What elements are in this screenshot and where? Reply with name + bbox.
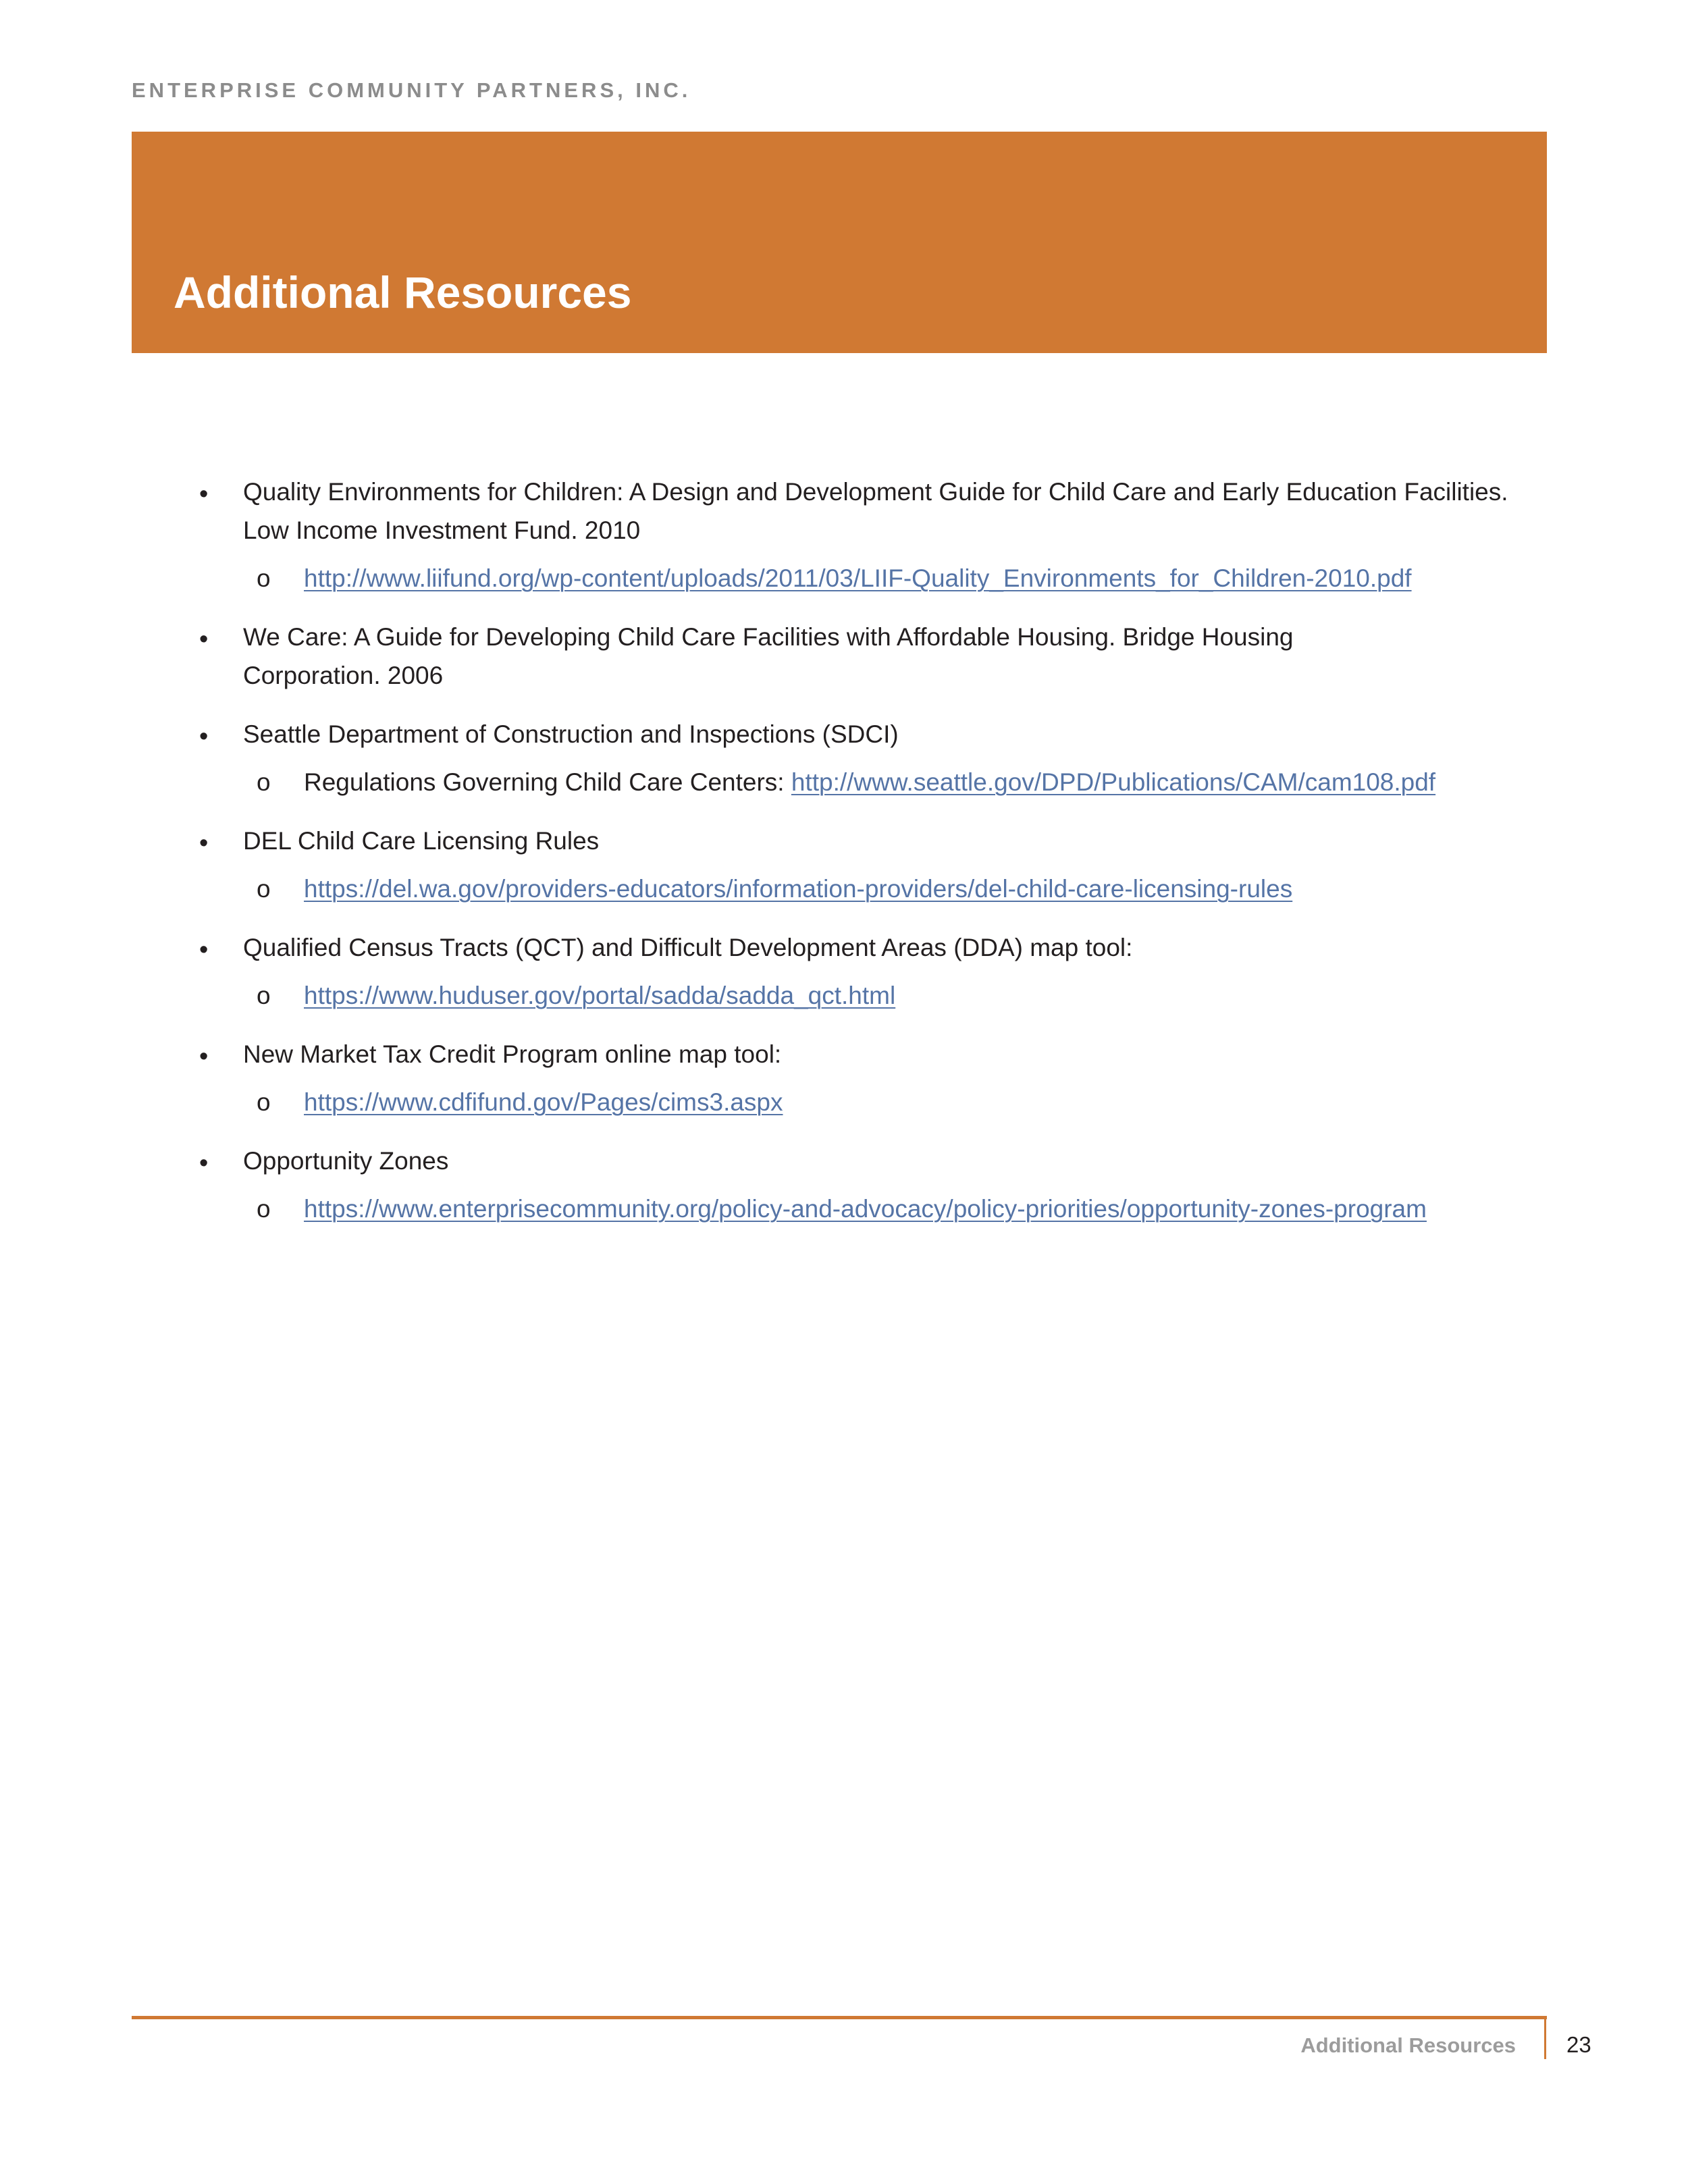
resource-link-prefix: Regulations Governing Child Care Centers:	[304, 768, 791, 796]
sub-marker: o	[257, 1088, 271, 1116]
resource-item	[196, 715, 1546, 801]
resource-subitem	[257, 870, 1546, 908]
page-title: Additional Resources	[174, 267, 632, 317]
resource-title: Opportunity Zones	[243, 1147, 449, 1175]
resource-title: We Care: A Guide for Developing Child Care Facilities with Affordable Housing. Bridge Housing Corporation. 2006	[243, 623, 1294, 689]
resource-sublist	[243, 1190, 1546, 1228]
resource-title: DEL Child Care Licensing Rules	[243, 827, 600, 855]
resource-title: Quality Environments for Children: A Design and Development Guide for Child Care and Early Education Facilities. Low Income Investment Fund. 2010	[243, 478, 1508, 544]
sub-marker: o	[257, 564, 271, 592]
resource-subitem	[257, 763, 1546, 801]
title-banner	[132, 132, 1547, 353]
resource-item	[196, 928, 1546, 1015]
page-number: 23	[1566, 2032, 1591, 2057]
resource-item	[196, 1142, 1546, 1228]
resource-sublist	[243, 870, 1546, 908]
sub-marker: o	[257, 768, 271, 796]
bullet-marker: •	[199, 1042, 209, 1071]
resource-subitem	[257, 1190, 1546, 1228]
bullet-marker: •	[199, 1149, 209, 1177]
bullet-marker: •	[199, 480, 209, 508]
resource-subitem	[257, 559, 1546, 597]
footer-divider	[1544, 2019, 1546, 2059]
resource-list	[196, 473, 1546, 1248]
resource-link[interactable]: https://www.huduser.gov/portal/sadda/sadda_qct.html	[304, 982, 896, 1009]
resource-subitem	[257, 1083, 1546, 1121]
resource-link[interactable]: http://www.seattle.gov/DPD/Publications/CAM/cam108.pdf	[791, 768, 1436, 796]
sub-marker: o	[257, 982, 271, 1009]
resource-item	[196, 1035, 1546, 1121]
resource-sublist	[243, 559, 1546, 597]
resource-item	[196, 618, 1546, 695]
bullet-marker: •	[199, 722, 209, 751]
resource-sublist	[243, 763, 1546, 801]
bullet-marker: •	[199, 829, 209, 857]
resource-link[interactable]: http://www.liifund.org/wp-content/uploads/2011/03/LIIF-Quality_Environments_for_Children-2010.pdf	[304, 564, 1412, 592]
footer-rule	[132, 2016, 1547, 2019]
sub-marker: o	[257, 1195, 271, 1223]
bullet-marker: •	[199, 625, 209, 654]
resource-link[interactable]: https://www.cdfifund.gov/Pages/cims3.aspx	[304, 1088, 783, 1116]
resource-link[interactable]: https://www.enterprisecommunity.org/policy-and-advocacy/policy-priorities/opportunity-zones-program	[304, 1195, 1427, 1223]
resource-title: Qualified Census Tracts (QCT) and Difficult Development Areas (DDA) map tool:	[243, 934, 1133, 961]
resource-sublist	[243, 976, 1546, 1015]
footer-section-label: Additional Resources	[1300, 2033, 1516, 2057]
resource-item	[196, 822, 1546, 908]
resource-title: Seattle Department of Construction and Inspections (SDCI)	[243, 720, 899, 748]
bullet-marker: •	[199, 936, 209, 964]
sub-marker: o	[257, 875, 271, 903]
resource-sublist	[243, 1083, 1546, 1121]
resource-subitem	[257, 976, 1546, 1015]
resource-link[interactable]: https://del.wa.gov/providers-educators/information-providers/del-child-care-licensing-rules	[304, 875, 1293, 903]
resource-title: New Market Tax Credit Program online map tool:	[243, 1040, 782, 1068]
resource-item	[196, 473, 1546, 597]
running-header: ENTERPRISE COMMUNITY PARTNERS, INC.	[132, 78, 691, 102]
